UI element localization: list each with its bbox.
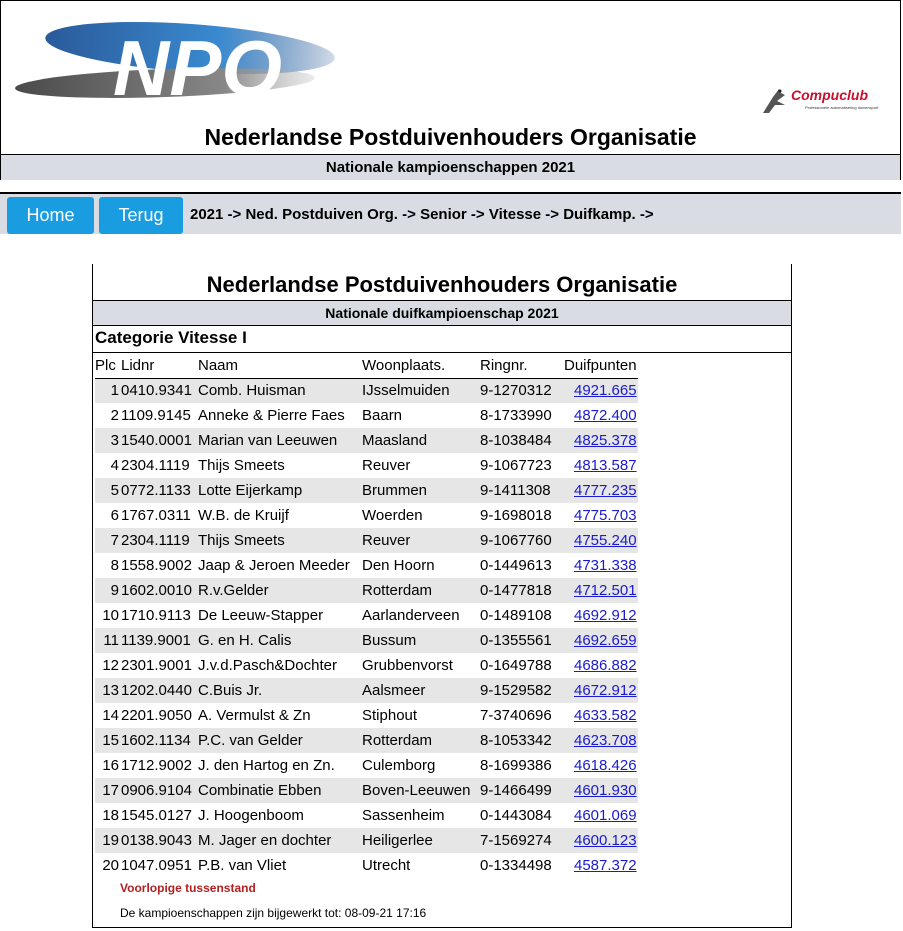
cell-ringnr: 7-3740696 bbox=[480, 707, 552, 724]
cell-woonplaats: Stiphout bbox=[362, 707, 418, 724]
duifpunten-link[interactable]: 4813.587 bbox=[573, 457, 637, 474]
cell-ringnr: 9-1466499 bbox=[480, 778, 564, 803]
cell-naam: Anneke & Pierre Faes bbox=[198, 407, 345, 424]
cell-lidnr: 0906.9104 bbox=[119, 778, 198, 803]
site-header bbox=[0, 0, 901, 180]
table-row bbox=[95, 603, 638, 628]
cell-lidnr: 1545.0127 bbox=[121, 807, 192, 824]
cell-naam: A. Vermulst & Zn bbox=[198, 707, 311, 724]
table-row bbox=[95, 578, 638, 603]
nav-bar bbox=[0, 192, 901, 234]
sponsor-name: Compuclub bbox=[791, 87, 868, 103]
cell-plc: 11 bbox=[95, 628, 119, 653]
cell-lidnr: 1712.9002 bbox=[121, 757, 192, 774]
cell-plc: 10 bbox=[102, 607, 119, 624]
col-header-duifpunten: Duifpunten bbox=[564, 354, 638, 378]
duifpunten-link[interactable]: 4633.582 bbox=[573, 707, 637, 724]
cell-woonplaats: Aarlanderveen bbox=[362, 607, 460, 624]
table-row bbox=[95, 653, 638, 678]
cell-woonplaats: Sassenheim bbox=[362, 807, 445, 824]
cell-duifpunten bbox=[564, 528, 638, 553]
page-subtitle: Nationale kampioenschappen 2021 bbox=[1, 154, 900, 180]
cell-lidnr: 0410.9341 bbox=[119, 378, 198, 403]
cell-plc: 15 bbox=[95, 728, 119, 753]
cell-lidnr: 0772.1133 bbox=[119, 478, 198, 503]
cell-naam: P.B. van Vliet bbox=[198, 857, 287, 874]
cell-plc: 17 bbox=[95, 778, 119, 803]
cell-woonplaats: Aalsmeer bbox=[362, 678, 480, 703]
cell-naam: C.Buis Jr. bbox=[198, 678, 362, 703]
duifpunten-link[interactable]: 4601.930 bbox=[573, 782, 637, 799]
cell-duifpunten bbox=[564, 378, 638, 403]
cell-duifpunten bbox=[564, 453, 638, 478]
duifpunten-link[interactable]: 4921.665 bbox=[573, 382, 637, 400]
table-header-row bbox=[95, 354, 638, 378]
cell-plc: 4 bbox=[110, 457, 119, 474]
table-row bbox=[95, 503, 638, 528]
duifpunten-link[interactable]: 4692.912 bbox=[573, 607, 637, 624]
table-row bbox=[95, 528, 638, 553]
cell-naam: J. Hoogenboom bbox=[198, 807, 304, 824]
logo-text: NPO bbox=[113, 24, 283, 103]
table-row bbox=[95, 678, 638, 703]
cell-ringnr: 0-1334498 bbox=[480, 857, 552, 874]
cell-woonplaats: Reuver bbox=[362, 457, 411, 474]
cell-plc: 18 bbox=[102, 807, 119, 824]
cell-woonplaats: Rotterdam bbox=[362, 728, 480, 753]
cell-ringnr: 0-1355561 bbox=[480, 628, 564, 653]
cell-naam: Comb. Huisman bbox=[198, 378, 362, 403]
cell-naam: P.C. van Gelder bbox=[198, 728, 362, 753]
cell-lidnr: 1202.0440 bbox=[119, 678, 198, 703]
cell-duifpunten bbox=[564, 828, 638, 853]
duifpunten-link[interactable]: 4712.501 bbox=[573, 582, 637, 599]
cell-duifpunten bbox=[564, 403, 638, 428]
cell-lidnr: 1109.9145 bbox=[121, 407, 191, 424]
cell-naam: Thijs Smeets bbox=[198, 457, 285, 474]
results-table bbox=[95, 354, 638, 878]
duifpunten-link[interactable]: 4731.338 bbox=[573, 557, 637, 574]
cell-ringnr: 8-1733990 bbox=[480, 407, 552, 424]
table-row bbox=[95, 428, 638, 453]
cell-woonplaats: Maasland bbox=[362, 428, 480, 453]
cell-ringnr: 9-1270312 bbox=[480, 378, 564, 403]
cell-woonplaats: Bussum bbox=[362, 628, 480, 653]
cell-ringnr: 9-1411308 bbox=[480, 478, 564, 503]
duifpunten-link[interactable]: 4600.123 bbox=[573, 832, 637, 849]
cell-duifpunten bbox=[564, 803, 638, 828]
table-row bbox=[95, 728, 638, 753]
cell-duifpunten bbox=[564, 653, 638, 678]
cell-duifpunten bbox=[564, 728, 638, 753]
panel-title: Nederlandse Postduivenhouders Organisatie bbox=[206, 272, 678, 297]
cell-naam: Marian van Leeuwen bbox=[198, 428, 362, 453]
table-row bbox=[95, 478, 638, 503]
cell-naam: J.v.d.Pasch&Dochter bbox=[198, 657, 337, 674]
npo-logo bbox=[15, 13, 405, 103]
col-header-lidnr: Lidnr bbox=[119, 354, 198, 378]
cell-plc: 16 bbox=[102, 757, 119, 774]
cell-woonplaats: Boven-Leeuwen bbox=[362, 778, 480, 803]
duifpunten-link[interactable]: 4623.708 bbox=[573, 732, 637, 749]
cell-plc: 20 bbox=[102, 857, 119, 874]
cell-naam: W.B. de Kruijf bbox=[198, 507, 289, 524]
cell-duifpunten bbox=[564, 603, 638, 628]
cell-ringnr: 9-1067760 bbox=[480, 528, 564, 553]
compuclub-logo[interactable] bbox=[759, 83, 899, 117]
cell-ringnr: 0-1477818 bbox=[480, 578, 564, 603]
cell-naam: M. Jager en dochter bbox=[198, 828, 362, 853]
results-panel bbox=[92, 264, 792, 928]
cell-ringnr: 0-1443084 bbox=[480, 807, 552, 824]
duifpunten-link[interactable]: 4872.400 bbox=[573, 407, 637, 424]
cell-ringnr: 8-1038484 bbox=[480, 428, 564, 453]
cell-plc: 5 bbox=[95, 478, 119, 503]
table-row bbox=[95, 828, 638, 853]
cell-ringnr: 9-1529582 bbox=[480, 678, 564, 703]
cell-woonplaats: Brummen bbox=[362, 478, 480, 503]
table-row bbox=[95, 453, 638, 478]
cell-ringnr: 8-1699386 bbox=[480, 757, 552, 774]
cell-naam: Thijs Smeets bbox=[198, 528, 362, 553]
cell-duifpunten bbox=[564, 703, 638, 728]
cell-woonplaats: Grubbenvorst bbox=[362, 657, 453, 674]
duifpunten-link[interactable]: 4672.912 bbox=[573, 682, 637, 699]
col-header-woonplaats: Woonplaats. bbox=[362, 354, 480, 378]
table-row bbox=[95, 403, 638, 428]
cell-lidnr: 1602.1134 bbox=[119, 728, 198, 753]
cell-naam: Lotte Eijerkamp bbox=[198, 478, 362, 503]
cell-woonplaats: Reuver bbox=[362, 528, 480, 553]
cell-plc: 6 bbox=[110, 507, 119, 524]
category-heading: Categorie Vitesse I bbox=[95, 328, 247, 347]
cell-naam: R.v.Gelder bbox=[198, 578, 362, 603]
col-header-plc: Plc bbox=[95, 354, 119, 378]
provisional-note: Voorlopige tussenstand bbox=[120, 881, 256, 895]
duifpunten-link[interactable]: 4775.703 bbox=[573, 507, 637, 524]
cell-duifpunten bbox=[564, 753, 638, 778]
cell-lidnr: 1540.0001 bbox=[119, 428, 198, 453]
duifpunten-link[interactable]: 4618.426 bbox=[573, 757, 637, 774]
table-row bbox=[95, 803, 638, 828]
cell-lidnr: 1558.9002 bbox=[121, 557, 192, 574]
table-row bbox=[95, 628, 638, 653]
table-row bbox=[95, 703, 638, 728]
cell-duifpunten bbox=[564, 428, 638, 453]
cell-woonplaats: IJsselmuiden bbox=[362, 378, 480, 403]
table-row bbox=[95, 553, 638, 578]
cell-duifpunten bbox=[564, 553, 638, 578]
cell-plc: 14 bbox=[102, 707, 119, 724]
cell-woonplaats: Baarn bbox=[362, 407, 403, 424]
cell-lidnr: 0138.9043 bbox=[119, 828, 198, 853]
cell-naam: Combinatie Ebben bbox=[198, 778, 362, 803]
cell-duifpunten bbox=[564, 503, 638, 528]
col-header-naam: Naam bbox=[198, 354, 362, 378]
col-header-ringnr: Ringnr. bbox=[480, 354, 564, 378]
pigeon-icon bbox=[759, 83, 899, 117]
cell-plc: 3 bbox=[95, 428, 119, 453]
cell-naam: J. den Hartog en Zn. bbox=[198, 757, 335, 774]
cell-lidnr: 1767.0311 bbox=[121, 507, 191, 524]
cell-naam: De Leeuw-Stapper bbox=[198, 607, 324, 624]
cell-plc: 8 bbox=[110, 557, 119, 574]
home-button[interactable]: Home bbox=[7, 197, 94, 234]
cell-plc: 12 bbox=[102, 657, 119, 674]
divider bbox=[93, 352, 791, 353]
cell-lidnr: 1047.0951 bbox=[121, 857, 192, 874]
cell-ringnr: 9-1698018 bbox=[480, 507, 552, 524]
table-row bbox=[95, 778, 638, 803]
table-row bbox=[95, 853, 638, 878]
cell-duifpunten bbox=[564, 853, 638, 878]
cell-woonplaats: Heiligerlee bbox=[362, 828, 480, 853]
sponsor-tagline: Professionele automatisering duivensport bbox=[805, 105, 879, 110]
cell-ringnr: 0-1489108 bbox=[480, 607, 552, 624]
cell-lidnr: 1710.9113 bbox=[121, 607, 191, 624]
cell-woonplaats: Utrecht bbox=[362, 857, 411, 874]
cell-duifpunten bbox=[564, 478, 638, 503]
cell-plc: 7 bbox=[95, 528, 119, 553]
duifpunten-link[interactable]: 4692.659 bbox=[573, 632, 637, 649]
duifpunten-link[interactable]: 4755.240 bbox=[573, 532, 637, 549]
cell-ringnr: 7-1569274 bbox=[480, 828, 564, 853]
updated-note: De kampioenschappen zijn bijgewerkt tot: 08-09-21 17:16 bbox=[120, 906, 427, 920]
cell-woonplaats: Woerden bbox=[362, 507, 423, 524]
back-button[interactable]: Terug bbox=[99, 197, 183, 234]
table-row bbox=[95, 378, 638, 403]
cell-lidnr: 2201.9050 bbox=[121, 707, 192, 724]
cell-lidnr: 1602.0010 bbox=[119, 578, 198, 603]
cell-naam: G. en H. Calis bbox=[198, 628, 362, 653]
org-title: Nederlandse Postduivenhouders Organisatie bbox=[204, 124, 697, 150]
cell-plc: 1 bbox=[95, 378, 119, 403]
cell-ringnr: 0-1449613 bbox=[480, 557, 552, 574]
cell-plc: 9 bbox=[95, 578, 119, 603]
cell-plc: 13 bbox=[95, 678, 119, 703]
cell-ringnr: 9-1067723 bbox=[480, 457, 552, 474]
cell-duifpunten bbox=[564, 578, 638, 603]
cell-lidnr: 1139.9001 bbox=[119, 628, 198, 653]
duifpunten-link[interactable]: 4686.882 bbox=[573, 657, 637, 674]
cell-duifpunten bbox=[564, 778, 638, 803]
table-row bbox=[95, 753, 638, 778]
cell-naam: Jaap & Jeroen Meeder bbox=[198, 557, 350, 574]
cell-duifpunten bbox=[564, 678, 638, 703]
cell-plc: 2 bbox=[110, 407, 119, 424]
cell-lidnr: 2301.9001 bbox=[121, 657, 192, 674]
cell-ringnr: 0-1649788 bbox=[480, 657, 552, 674]
duifpunten-link[interactable]: 4587.372 bbox=[573, 857, 637, 874]
duifpunten-link[interactable]: 4601.069 bbox=[573, 807, 637, 824]
cell-lidnr: 2304.1119 bbox=[119, 528, 198, 553]
cell-plc: 19 bbox=[95, 828, 119, 853]
panel-subtitle: Nationale duifkampioenschap 2021 bbox=[93, 300, 791, 326]
cell-lidnr: 2304.1119 bbox=[121, 457, 190, 474]
cell-duifpunten bbox=[564, 628, 638, 653]
cell-ringnr: 8-1053342 bbox=[480, 728, 564, 753]
duifpunten-link[interactable]: 4777.235 bbox=[573, 482, 637, 499]
cell-woonplaats: Rotterdam bbox=[362, 578, 480, 603]
cell-woonplaats: Culemborg bbox=[362, 757, 436, 774]
cell-woonplaats: Den Hoorn bbox=[362, 557, 435, 574]
breadcrumb: 2021 -> Ned. Postduiven Org. -> Senior -> Vitesse -> Duifkamp. -> bbox=[190, 206, 654, 223]
duifpunten-link[interactable]: 4825.378 bbox=[573, 432, 637, 449]
